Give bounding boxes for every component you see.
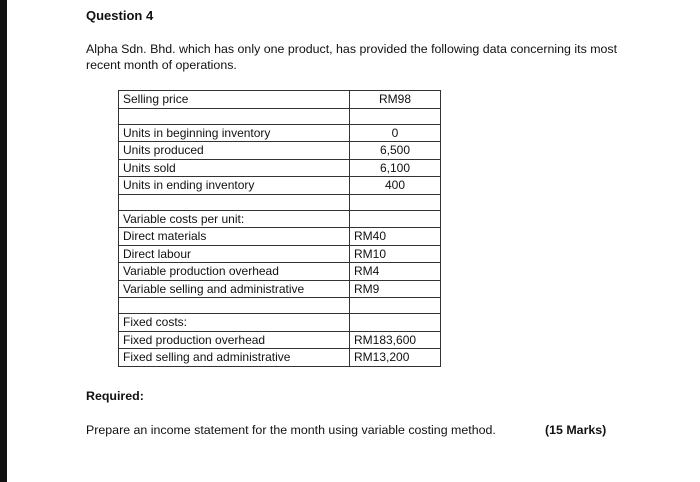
spacer-row bbox=[119, 108, 441, 124]
variable-costs-header: Variable costs per unit: bbox=[119, 210, 350, 228]
fixed-costs-header: Fixed costs: bbox=[119, 314, 350, 332]
variable-cost-label: Variable selling and administrative bbox=[119, 280, 350, 298]
variable-cost-label: Direct materials bbox=[119, 228, 350, 246]
units-value: 6,100 bbox=[350, 159, 441, 177]
table-row bbox=[119, 263, 441, 281]
required-heading: Required: bbox=[86, 389, 144, 403]
intro-paragraph: Alpha Sdn. Bhd. which has only one product, has provided the following data concerning its most recent month of operations. bbox=[86, 42, 618, 72]
units-value: 6,500 bbox=[350, 142, 441, 160]
marks-label: (15 Marks) bbox=[545, 423, 607, 437]
fixed-cost-value: RM183,600 bbox=[350, 331, 441, 349]
table-row bbox=[119, 314, 441, 332]
left-border bbox=[0, 0, 7, 482]
selling-price-value: RM98 bbox=[350, 91, 441, 109]
units-label: Units sold bbox=[119, 159, 350, 177]
variable-cost-value: RM9 bbox=[350, 280, 441, 298]
fixed-cost-label: Fixed production overhead bbox=[119, 331, 350, 349]
units-value: 0 bbox=[350, 124, 441, 142]
table-row bbox=[119, 124, 441, 142]
variable-cost-value: RM4 bbox=[350, 263, 441, 281]
fixed-cost-label: Fixed selling and administrative bbox=[119, 349, 350, 367]
units-value: 400 bbox=[350, 177, 441, 195]
units-label: Units in ending inventory bbox=[119, 177, 350, 195]
selling-price-label: Selling price bbox=[119, 91, 350, 109]
variable-cost-label: Variable production overhead bbox=[119, 263, 350, 281]
spacer-row bbox=[119, 194, 441, 210]
variable-cost-value: RM40 bbox=[350, 228, 441, 246]
variable-cost-label: Direct labour bbox=[119, 245, 350, 263]
units-label: Units in beginning inventory bbox=[119, 124, 350, 142]
table-row bbox=[119, 349, 441, 367]
table-row bbox=[119, 280, 441, 298]
data-table bbox=[118, 90, 441, 367]
table-row bbox=[119, 91, 441, 109]
task-text: Prepare an income statement for the month using variable costing method. bbox=[86, 423, 496, 437]
spacer-row bbox=[119, 298, 441, 314]
table-row bbox=[119, 228, 441, 246]
variable-cost-value: RM10 bbox=[350, 245, 441, 263]
table-row bbox=[119, 159, 441, 177]
table-row bbox=[119, 245, 441, 263]
table-row bbox=[119, 210, 441, 228]
table-row bbox=[119, 177, 441, 195]
table-row bbox=[119, 331, 441, 349]
question-title: Question 4 bbox=[86, 8, 154, 23]
units-label: Units produced bbox=[119, 142, 350, 160]
fixed-cost-value: RM13,200 bbox=[350, 349, 441, 367]
table-row bbox=[119, 142, 441, 160]
